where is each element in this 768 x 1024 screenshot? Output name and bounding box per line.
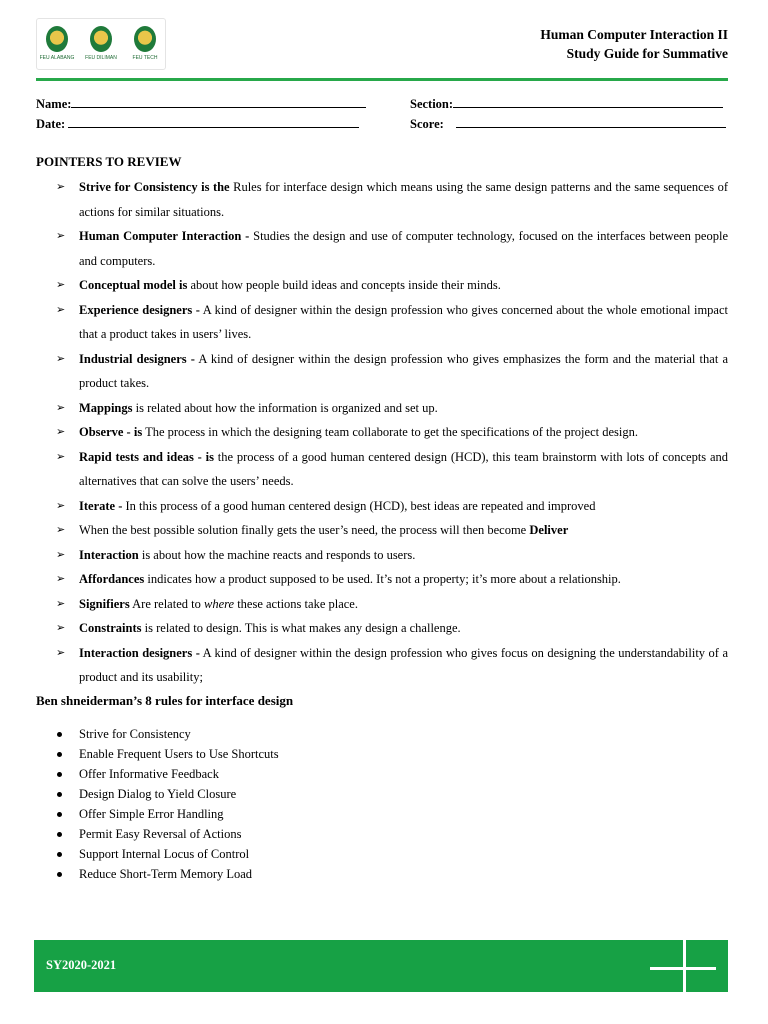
pointers-list <box>36 175 728 690</box>
rule-item <box>36 724 536 744</box>
pointer-term: Interaction designers - <box>79 645 200 660</box>
arrow-bullet-icon: ➢ <box>56 278 66 291</box>
rule-text: Support Internal Locus of Control <box>79 847 250 861</box>
pointer-term: Iterate - <box>79 498 123 513</box>
pointer-text: is about how the machine reacts and responds to users. <box>138 547 416 562</box>
pointer-term: Conceptual model is <box>79 278 188 292</box>
rule-text: Offer Simple Error Handling <box>79 807 224 821</box>
arrow-bullet-icon: ➢ <box>56 180 66 193</box>
arrow-bullet-icon: ➢ <box>56 547 66 561</box>
bullet-dot-icon <box>57 772 62 777</box>
pointer-item <box>36 175 728 224</box>
score-label: Score: <box>410 117 444 131</box>
pointer-text: When the best possible solution finally gets the user’s need, the process will then become <box>79 523 530 537</box>
rule-text: Design Dialog to Yield Closure <box>79 787 237 801</box>
pointer-item <box>36 347 728 396</box>
bullet-dot-icon <box>57 832 62 837</box>
arrow-bullet-icon: ➢ <box>56 229 66 242</box>
logo-label: FEU TECH <box>132 55 158 61</box>
pointer-term: Industrial designers - <box>79 351 195 366</box>
pointer-text: the process of a good human centered design (HCD), this team brainstorm with lots of concepts and alternatives that can solve the users’ needs. <box>79 449 728 488</box>
pointer-item <box>36 592 728 617</box>
arrow-bullet-icon: ➢ <box>56 572 66 585</box>
bullet-dot-icon <box>57 732 62 737</box>
pointer-text: A kind of designer within the design profession who gives concerned about the whole emotional impact that a product takes in users’ lives. <box>79 302 728 341</box>
arrow-bullet-icon: ➢ <box>56 498 66 512</box>
date-field <box>36 115 359 132</box>
pointer-text: Rules for interface design which means using the same design patterns and the same sequences of actions for similar situations. <box>79 180 728 219</box>
feu-diliman-seal-icon <box>90 26 112 52</box>
pointer-term: Observe - is <box>79 425 143 439</box>
rule-text: Enable Frequent Users to Use Shortcuts <box>79 747 279 761</box>
rule-item <box>36 824 536 844</box>
arrow-bullet-icon: ➢ <box>56 425 66 438</box>
pointer-term: Strive for Consistency is the <box>79 180 230 194</box>
pointer-term: Interaction <box>79 547 139 562</box>
score-blank <box>456 115 726 128</box>
logo-label: FEU ALABANG <box>39 55 75 61</box>
header-divider <box>36 78 728 81</box>
feu-tech-seal-icon <box>134 26 156 52</box>
section-blank <box>453 95 723 108</box>
rule-item <box>36 804 536 824</box>
date-label: Date: <box>36 117 66 131</box>
pointer-term: Rapid tests and ideas - is <box>79 449 214 464</box>
pointer-term: Mappings <box>79 400 133 415</box>
pointer-item <box>36 298 728 347</box>
guide-title: Study Guide for Summative <box>566 46 728 61</box>
arrow-bullet-icon: ➢ <box>56 351 66 365</box>
bullet-dot-icon <box>57 812 62 817</box>
section-field <box>410 95 723 112</box>
pointer-text: is related to design. This is what makes any design a challenge. <box>141 621 461 635</box>
name-blank <box>71 95 366 108</box>
pointer-item <box>36 518 728 543</box>
rule-text: Reduce Short-Term Memory Load <box>79 867 253 881</box>
arrow-bullet-icon: ➢ <box>56 400 66 414</box>
pointer-term: Affordances <box>79 572 145 586</box>
pointer-item <box>36 420 728 445</box>
pointer-text: Studies the design and use of computer technology, focused on the interfaces between people and computers. <box>79 229 728 268</box>
arrow-bullet-icon: ➢ <box>56 596 66 610</box>
pointer-emphasis: where <box>203 596 235 611</box>
section-label: Section: <box>410 97 454 111</box>
pointer-term: Experience designers - <box>79 302 200 317</box>
pointer-term: Signifiers <box>79 596 130 611</box>
pointer-term: Constraints <box>79 621 142 635</box>
pointer-term: Deliver <box>529 523 569 537</box>
arrow-bullet-icon: ➢ <box>56 449 66 463</box>
pointer-item <box>36 567 728 592</box>
footer-bar <box>34 940 728 992</box>
rule-item <box>36 744 536 764</box>
pointer-text: The process in which the designing team collaborate to get the specifications of the project design. <box>142 425 638 439</box>
bullet-dot-icon <box>57 792 62 797</box>
pointers-title: POINTERS TO REVIEW <box>36 154 182 169</box>
name-label: Name: <box>36 97 72 111</box>
pointer-text: A kind of designer within the design profession who gives emphasizes the form and the material that a product takes. <box>79 351 728 390</box>
arrow-bullet-icon: ➢ <box>56 523 66 536</box>
arrow-bullet-icon: ➢ <box>56 302 66 316</box>
pointer-item <box>36 616 728 641</box>
cross-mark-icon <box>683 940 686 992</box>
pointer-text: A kind of designer within the design profession who gives focus on designing the understandability of a product and its usability; <box>79 645 729 684</box>
feu-logos <box>36 18 166 70</box>
rule-item <box>36 844 536 864</box>
feu-alabang-seal-icon <box>46 26 68 52</box>
arrow-bullet-icon: ➢ <box>56 645 66 659</box>
rule-item <box>36 784 536 804</box>
rule-item <box>36 764 536 784</box>
rule-text: Strive for Consistency <box>79 727 191 741</box>
rules-title: Ben shneiderman’s 8 rules for interface design <box>36 693 294 708</box>
pointer-text: is related about how the information is organized and set up. <box>132 400 438 415</box>
pointer-term: Human Computer Interaction - <box>79 229 250 243</box>
pointer-item <box>36 494 728 519</box>
school-year: SY2020-2021 <box>46 958 117 972</box>
score-field <box>410 115 726 132</box>
pointer-item <box>36 543 728 568</box>
rule-item <box>36 864 536 884</box>
rule-text: Offer Informative Feedback <box>79 767 219 781</box>
bullet-dot-icon <box>57 752 62 757</box>
pointer-item <box>36 224 728 273</box>
pointer-item <box>36 641 728 690</box>
pointer-item <box>36 273 728 298</box>
pointer-item <box>36 396 728 421</box>
rule-text: Permit Easy Reversal of Actions <box>79 827 242 841</box>
logo-label: FEU DILIMAN <box>85 55 117 61</box>
arrow-bullet-icon: ➢ <box>56 621 66 634</box>
name-field <box>36 95 366 112</box>
bullet-dot-icon <box>57 872 62 877</box>
bullet-dot-icon <box>57 852 62 857</box>
pointer-item <box>36 445 728 494</box>
document-title <box>540 25 728 63</box>
pointer-text: these actions take place. <box>234 596 358 611</box>
course-title: Human Computer Interaction II <box>540 27 728 42</box>
rules-list <box>36 724 536 884</box>
pointer-text: indicates how a product supposed to be used. It’s not a property; it’s more about a relationship. <box>144 572 621 586</box>
pointer-text: Are related to <box>129 596 204 611</box>
pointer-text: about how people build ideas and concepts inside their minds. <box>187 278 501 292</box>
pointer-text: In this process of a good human centered design (HCD), best ideas are repeated and improved <box>122 498 596 513</box>
date-blank <box>68 115 359 128</box>
